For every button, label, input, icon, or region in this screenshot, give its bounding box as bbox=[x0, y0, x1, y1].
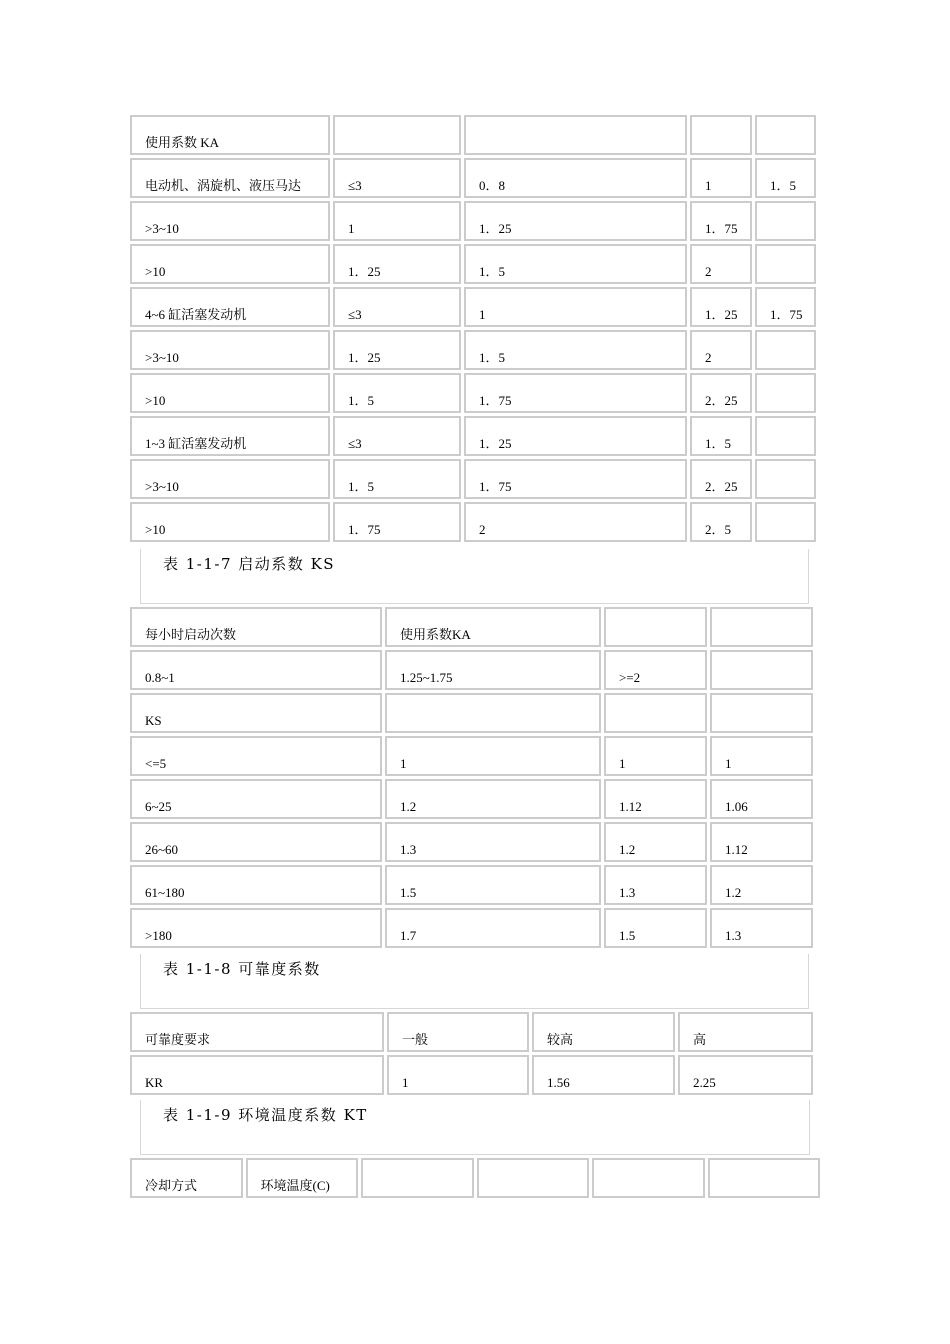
table-row bbox=[130, 373, 816, 413]
table-row bbox=[130, 158, 816, 198]
table-cell: 1．5 bbox=[464, 244, 687, 284]
table-cell: ≤3 bbox=[333, 158, 461, 198]
table-cell: 1.25~1.75 bbox=[385, 650, 601, 690]
table-cell: 每小时启动次数 bbox=[130, 607, 382, 647]
table-kr-body bbox=[130, 1012, 813, 1095]
table-cell: 1．5 bbox=[690, 416, 752, 456]
table-kr bbox=[127, 1009, 816, 1098]
table-ks-body bbox=[130, 607, 813, 948]
table-cell: ≤3 bbox=[333, 287, 461, 327]
table-cell: 1.3 bbox=[710, 908, 813, 948]
table-cell: 61~180 bbox=[130, 865, 382, 905]
table-cell: 2 bbox=[690, 330, 752, 370]
table-cell: >10 bbox=[130, 373, 330, 413]
table-cell: 1．75 bbox=[755, 287, 816, 327]
table-cell: 1．75 bbox=[464, 459, 687, 499]
table-cell: 2.25 bbox=[678, 1055, 813, 1095]
table-cell: 1．25 bbox=[333, 330, 461, 370]
table-cell: 1.5 bbox=[385, 865, 601, 905]
table-cell: 1.2 bbox=[385, 779, 601, 819]
table-cell: >180 bbox=[130, 908, 382, 948]
table-cell: 使用系数KA bbox=[385, 607, 601, 647]
table-cell: <=5 bbox=[130, 736, 382, 776]
table-cell: 1.2 bbox=[710, 865, 813, 905]
table-cell bbox=[690, 115, 752, 155]
table-cell: 1 bbox=[385, 736, 601, 776]
table-cell: 1 bbox=[464, 287, 687, 327]
table-cell: 1．75 bbox=[333, 502, 461, 542]
table-cell: 1．25 bbox=[690, 287, 752, 327]
table-cell: 4~6 缸活塞发动机 bbox=[130, 287, 330, 327]
table-cell: KS bbox=[130, 693, 382, 733]
table-row bbox=[130, 779, 813, 819]
table-cell: 1 bbox=[604, 736, 707, 776]
table-cell: 环境温度(C) bbox=[246, 1158, 359, 1198]
table-cell: 1 bbox=[333, 201, 461, 241]
table-cell: 冷却方式 bbox=[130, 1158, 243, 1198]
table-cell: 2．25 bbox=[690, 373, 752, 413]
table-row bbox=[130, 502, 816, 542]
table-cell: 可靠度要求 bbox=[130, 1012, 384, 1052]
table-ks bbox=[127, 604, 816, 951]
table-ka bbox=[127, 112, 819, 545]
table-cell bbox=[755, 330, 816, 370]
table-cell: KR bbox=[130, 1055, 384, 1095]
table-cell bbox=[385, 693, 601, 733]
table-cell: 0.8~1 bbox=[130, 650, 382, 690]
table-cell: 0．8 bbox=[464, 158, 687, 198]
table-cell bbox=[477, 1158, 590, 1198]
table-cell: 高 bbox=[678, 1012, 813, 1052]
table-cell: >=2 bbox=[604, 650, 707, 690]
table-cell bbox=[755, 244, 816, 284]
table-cell bbox=[592, 1158, 705, 1198]
table-cell: ≤3 bbox=[333, 416, 461, 456]
table-row bbox=[130, 908, 813, 948]
table-cell: >3~10 bbox=[130, 201, 330, 241]
table-cell: 2 bbox=[464, 502, 687, 542]
table-cell: 1.3 bbox=[604, 865, 707, 905]
table-cell: 1.7 bbox=[385, 908, 601, 948]
table-cell: 1.5 bbox=[604, 908, 707, 948]
table-cell: 较高 bbox=[532, 1012, 675, 1052]
table-cell: 1．25 bbox=[464, 201, 687, 241]
table-cell bbox=[755, 115, 816, 155]
table-row bbox=[130, 244, 816, 284]
table-row bbox=[130, 459, 816, 499]
table-cell: 1．5 bbox=[333, 373, 461, 413]
table-cell bbox=[604, 693, 707, 733]
table-cell: 1 bbox=[710, 736, 813, 776]
table-row bbox=[130, 1055, 813, 1095]
table-cell bbox=[755, 373, 816, 413]
table-cell: 2．5 bbox=[690, 502, 752, 542]
table-row bbox=[130, 115, 816, 155]
table-ka-body bbox=[130, 115, 816, 542]
table-row bbox=[130, 607, 813, 647]
table-cell: 2 bbox=[690, 244, 752, 284]
table-cell bbox=[755, 201, 816, 241]
table-cell bbox=[333, 115, 461, 155]
table-kt-body bbox=[130, 1158, 820, 1198]
table-cell: 1．5 bbox=[464, 330, 687, 370]
table-cell: 1.3 bbox=[385, 822, 601, 862]
table-cell: 26~60 bbox=[130, 822, 382, 862]
table-row bbox=[130, 1012, 813, 1052]
table-cell: 1．5 bbox=[755, 158, 816, 198]
table-cell bbox=[710, 650, 813, 690]
table-cell bbox=[755, 502, 816, 542]
table-cell: >3~10 bbox=[130, 459, 330, 499]
table-cell: 一般 bbox=[387, 1012, 529, 1052]
table-cell: 1．25 bbox=[333, 244, 461, 284]
table-cell bbox=[708, 1158, 821, 1198]
table-row bbox=[130, 287, 816, 327]
table-cell: 1.06 bbox=[710, 779, 813, 819]
table-row bbox=[130, 865, 813, 905]
table-cell: 1．5 bbox=[333, 459, 461, 499]
table-row bbox=[130, 693, 813, 733]
table-cell: 1．25 bbox=[464, 416, 687, 456]
table-cell: 1.56 bbox=[532, 1055, 675, 1095]
table-cell bbox=[464, 115, 687, 155]
table-cell bbox=[361, 1158, 474, 1198]
caption-kr: 表 1-1-8 可靠度系数 bbox=[140, 954, 809, 1009]
table-cell: 1．75 bbox=[464, 373, 687, 413]
table-row bbox=[130, 330, 816, 370]
table-cell: >3~10 bbox=[130, 330, 330, 370]
table-row bbox=[130, 822, 813, 862]
table-row bbox=[130, 201, 816, 241]
table-cell: 使用系数 KA bbox=[130, 115, 330, 155]
table-cell: 1 bbox=[690, 158, 752, 198]
table-cell: 2．25 bbox=[690, 459, 752, 499]
table-cell: 1.12 bbox=[604, 779, 707, 819]
table-row bbox=[130, 650, 813, 690]
table-cell: 1.12 bbox=[710, 822, 813, 862]
table-cell: 电动机、涡旋机、液压马达 bbox=[130, 158, 330, 198]
table-cell bbox=[755, 459, 816, 499]
table-cell bbox=[755, 416, 816, 456]
table-cell: >10 bbox=[130, 244, 330, 284]
table-cell: 6~25 bbox=[130, 779, 382, 819]
table-row bbox=[130, 1158, 820, 1198]
table-cell bbox=[604, 607, 707, 647]
table-cell bbox=[710, 693, 813, 733]
caption-ks: 表 1-1-7 启动系数 KS bbox=[140, 549, 809, 604]
table-cell: >10 bbox=[130, 502, 330, 542]
table-row bbox=[130, 736, 813, 776]
caption-kt: 表 1-1-9 环境温度系数 KT bbox=[140, 1100, 810, 1155]
table-cell bbox=[710, 607, 813, 647]
table-kt bbox=[127, 1155, 823, 1201]
table-cell: 1.2 bbox=[604, 822, 707, 862]
table-row bbox=[130, 416, 816, 456]
table-cell: 1 bbox=[387, 1055, 529, 1095]
table-cell: 1~3 缸活塞发动机 bbox=[130, 416, 330, 456]
table-cell: 1．75 bbox=[690, 201, 752, 241]
